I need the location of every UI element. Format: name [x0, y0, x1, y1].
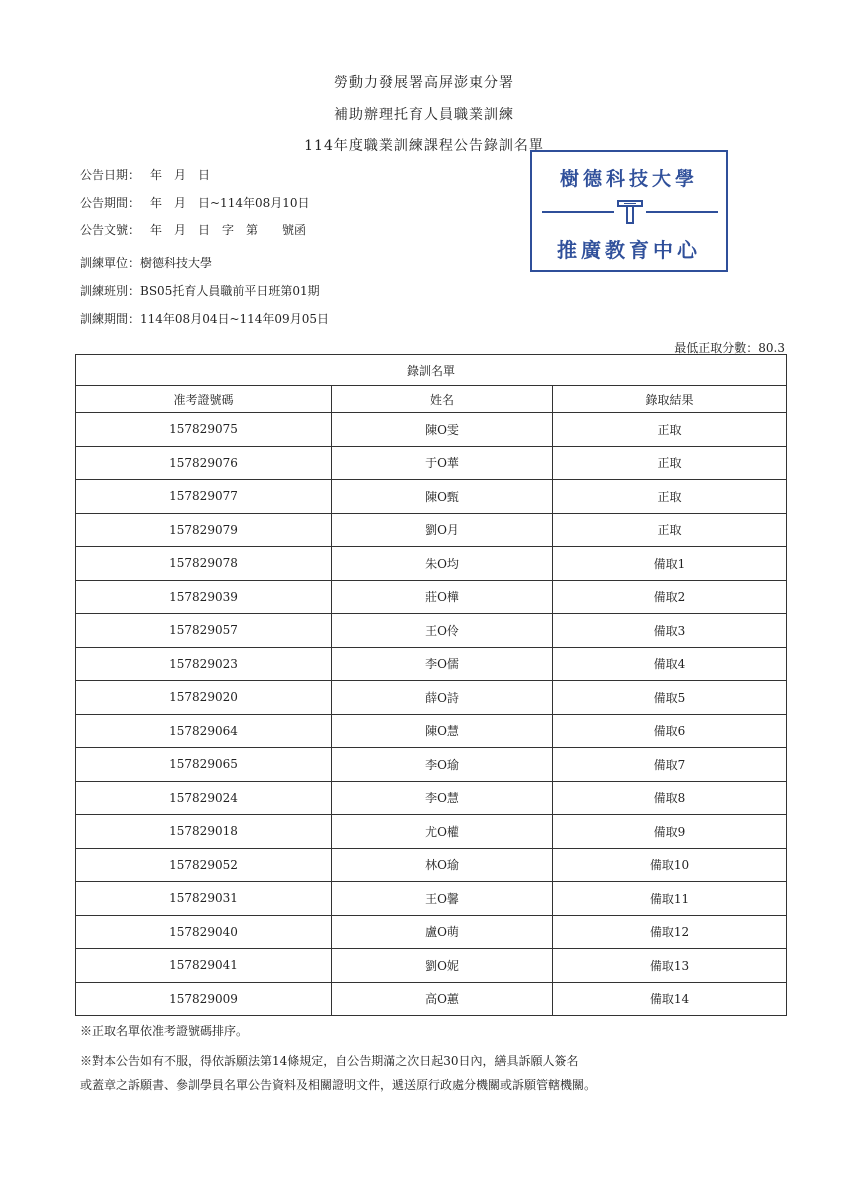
- cell-name: 林O瑜: [332, 848, 553, 882]
- cell-result: 備取6: [553, 714, 787, 748]
- training-class: [80, 282, 320, 299]
- announce-date-value: 年 月 日: [150, 168, 211, 182]
- table-row: [76, 513, 787, 547]
- table-row: [76, 882, 787, 916]
- agency-title: 勞動力發展署高屏澎東分署: [334, 75, 514, 91]
- cell-name: 于O華: [332, 446, 553, 480]
- stamp-rule-right: [646, 211, 718, 213]
- header-id: 准考證號碼: [76, 386, 332, 413]
- announce-doc: [80, 221, 306, 238]
- table-header-row: [76, 386, 787, 413]
- note-sorting: ※正取名單依准考證號碼排序。: [80, 1024, 249, 1038]
- table-caption-row: [76, 355, 787, 386]
- table-caption: 錄訓名單: [76, 355, 787, 386]
- cell-result: 備取11: [553, 882, 787, 916]
- table-row: [76, 413, 787, 447]
- cell-id: 157829057: [76, 614, 332, 648]
- header-result: 錄取結果: [553, 386, 787, 413]
- cell-result: 備取12: [553, 915, 787, 949]
- cell-id: 157829040: [76, 915, 332, 949]
- cell-result: 備取10: [553, 848, 787, 882]
- cell-name: 劉O妮: [332, 949, 553, 983]
- stamp-university: 樹德科技大學: [559, 168, 698, 190]
- cell-name: 陳O甄: [332, 480, 553, 514]
- training-period-value: 114年08月04日~114年09月05日: [140, 312, 329, 326]
- cell-id: 157829079: [76, 513, 332, 547]
- cell-id: 157829020: [76, 681, 332, 715]
- official-stamp: [530, 150, 728, 272]
- cell-name: 高O蕙: [332, 982, 553, 1016]
- announce-period-label: 公告期間：: [80, 196, 141, 210]
- cell-id: 157829065: [76, 748, 332, 782]
- announce-period: [80, 194, 310, 211]
- cell-id: 157829023: [76, 647, 332, 681]
- cell-name: 陳O雯: [332, 413, 553, 447]
- cell-id: 157829024: [76, 781, 332, 815]
- table-row: [76, 982, 787, 1016]
- list-title: 114年度職業訓練課程公告錄訓名單: [304, 138, 544, 154]
- admission-table: [75, 354, 787, 1016]
- announce-date: [80, 166, 210, 183]
- stamp-center: 推廣教育中心: [557, 238, 701, 262]
- cell-result: 正取: [553, 413, 787, 447]
- cell-id: 157829052: [76, 848, 332, 882]
- table-row: [76, 848, 787, 882]
- cell-result: 備取14: [553, 982, 787, 1016]
- table-row: [76, 547, 787, 581]
- table-row: [76, 815, 787, 849]
- cell-name: 李O儒: [332, 647, 553, 681]
- training-period-label: 訓練期間：: [80, 312, 141, 326]
- cell-result: 備取4: [553, 647, 787, 681]
- stamp-rule-left: [542, 211, 614, 213]
- note-appeal-line2: 或蓋章之訴願書、參訓學員名單公告資料及相關證明文件，遞送原行政處分機關或訴願管轄機關。: [80, 1078, 597, 1092]
- table-row: [76, 781, 787, 815]
- announce-doc-value: 年 月 日 字 第 號函: [150, 223, 307, 237]
- training-class-value: BS05托育人員職前平日班第01期: [140, 284, 320, 298]
- header-name: 姓名: [332, 386, 553, 413]
- cell-name: 盧O萌: [332, 915, 553, 949]
- cell-result: 備取7: [553, 748, 787, 782]
- cell-id: 157829009: [76, 982, 332, 1016]
- training-period: [80, 310, 329, 327]
- cell-name: 莊O樺: [332, 580, 553, 614]
- cell-id: 157829077: [76, 480, 332, 514]
- cell-name: 劉O月: [332, 513, 553, 547]
- cell-name: 尤O權: [332, 815, 553, 849]
- cell-result: 備取8: [553, 781, 787, 815]
- table-row: [76, 748, 787, 782]
- cell-id: 157829018: [76, 815, 332, 849]
- cell-name: 陳O慧: [332, 714, 553, 748]
- cell-id: 157829064: [76, 714, 332, 748]
- cell-name: 李O瑜: [332, 748, 553, 782]
- announce-period-value: 年 月 日~114年08月10日: [150, 196, 310, 210]
- cell-result: 備取2: [553, 580, 787, 614]
- announce-doc-label: 公告文號：: [80, 223, 141, 237]
- table-row: [76, 714, 787, 748]
- cell-name: 朱O均: [332, 547, 553, 581]
- cell-id: 157829041: [76, 949, 332, 983]
- cell-result: 正取: [553, 513, 787, 547]
- table-body: [76, 413, 787, 1016]
- announce-date-label: 公告日期：: [80, 168, 141, 182]
- cell-result: 備取9: [553, 815, 787, 849]
- table-row: [76, 580, 787, 614]
- university-emblem-icon: [614, 197, 646, 227]
- cell-name: 王O伶: [332, 614, 553, 648]
- cell-result: 備取1: [553, 547, 787, 581]
- cell-id: 157829039: [76, 580, 332, 614]
- table-row: [76, 681, 787, 715]
- table-row: [76, 647, 787, 681]
- cell-id: 157829031: [76, 882, 332, 916]
- cell-result: 正取: [553, 446, 787, 480]
- cell-result: 正取: [553, 480, 787, 514]
- cell-name: 李O慧: [332, 781, 553, 815]
- min-score: 最低正取分數：80.3: [674, 341, 785, 355]
- training-unit-value: 樹德科技大學: [140, 256, 213, 270]
- cell-result: 備取3: [553, 614, 787, 648]
- cell-name: 王O馨: [332, 882, 553, 916]
- note-appeal-line1: ※對本公告如有不服，得依訴願法第14條規定，自公告期滿之次日起30日內，繕具訴願人簽名: [80, 1054, 579, 1068]
- program-title: 補助辦理托育人員職業訓練: [334, 107, 514, 123]
- table-row: [76, 480, 787, 514]
- training-unit-label: 訓練單位：: [80, 256, 141, 270]
- cell-id: 157829078: [76, 547, 332, 581]
- table-row: [76, 446, 787, 480]
- cell-id: 157829076: [76, 446, 332, 480]
- cell-name: 薛O詩: [332, 681, 553, 715]
- training-class-label: 訓練班別：: [80, 284, 141, 298]
- table-row: [76, 614, 787, 648]
- training-unit: [80, 254, 212, 271]
- cell-id: 157829075: [76, 413, 332, 447]
- cell-result: 備取5: [553, 681, 787, 715]
- table-row: [76, 915, 787, 949]
- cell-result: 備取13: [553, 949, 787, 983]
- table-row: [76, 949, 787, 983]
